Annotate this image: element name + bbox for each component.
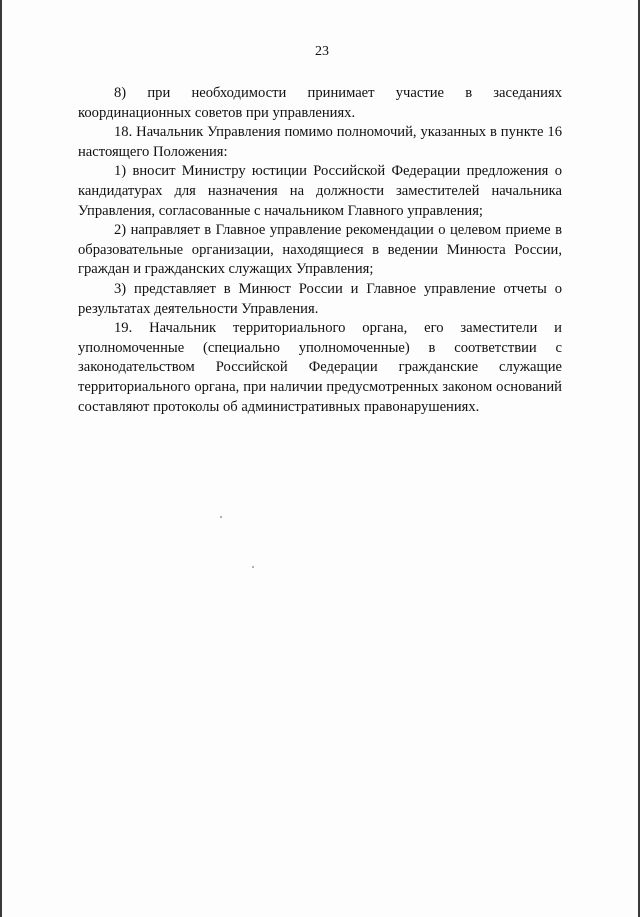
paragraph-item-1: 1) вносит Министру юстиции Российской Федерации предложения о кандидатурах для назначения на должности заместителей начальника Управления, согласованные с начальником Главного управления; <box>78 163 562 219</box>
paragraph-item-8: 8) при необходимости принимает участие в заседаниях координационных советов при управлениях. <box>78 85 562 121</box>
scan-speck <box>252 566 254 568</box>
paragraph-clause-19: 19. Начальник территориального органа, его заместители и уполномоченные (специально уполномоченные) в соответствии с законодательством Российской Федерации гражданские служащие территориального органа, при наличии предусмотренных законом оснований составляют протоколы об административных правонарушениях. <box>78 320 562 415</box>
paragraph-clause-18: 18. Начальник Управления помимо полномочий, указанных в пункте 16 настоящего Положения: <box>78 124 562 160</box>
document-body <box>78 84 562 417</box>
page-number: 23 <box>315 44 329 59</box>
paragraph-item-3: 3) представляет в Минюст России и Главное управление отчеты о результатах деятельности Управления. <box>78 280 562 317</box>
scan-speck <box>220 516 222 518</box>
paragraph-item-2: 2) направляет в Главное управление рекомендации о целевом приеме в образовательные организации, находящиеся в ведении Минюста России, граждан и гражданских служащих Управления; <box>78 222 562 278</box>
